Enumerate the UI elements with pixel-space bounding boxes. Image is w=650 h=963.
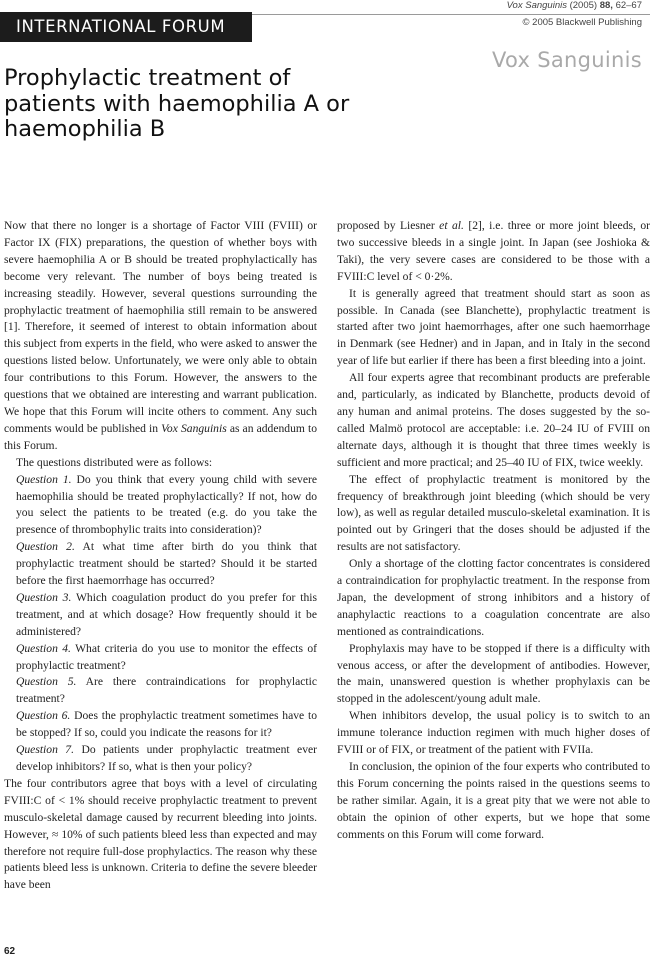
continuation-etal: et al. bbox=[439, 219, 464, 232]
header-rule bbox=[252, 14, 650, 15]
body-paragraph: Only a shortage of the clotting factor concentrates is considered a contraindication for prophylactic treatment. In the response from Japan, the development of strong inhibitors and a history of anaphylactic reactions to a coagulation concentrate are also mentioned as contraindications. bbox=[337, 557, 650, 638]
intro-text: Now that there no longer is a shortage of Factor VIII (FVIII) or Factor IX (FIX) preparations, the question of whether boys with severe haemophilia A or B should be treated prophylactically has become very relevant. The number of boys being treated is increasing steadily. However, several questions surrounding the prophylactic treatment of haemophilia still remain to be answered [1]. Therefore, it seemed of interest to obtain information about this subject from experts in the field, who were asked to answer the questions listed below. Unfortunately, we were only able to obtain four contributions to this Forum. However, the answers to the questions that we obtained are interesting and warrant publication. We hope that this Forum will incite others to comment. Any such comments would be published in bbox=[4, 219, 317, 435]
question-item bbox=[4, 742, 317, 776]
question-label: Question 3. bbox=[16, 590, 72, 604]
question-text: Are there contraindications for prophylactic treatment? bbox=[16, 675, 317, 706]
left-column bbox=[4, 218, 317, 894]
continuation-text: proposed by Liesner bbox=[337, 219, 435, 232]
citation-volume: 88, bbox=[599, 0, 613, 11]
continuation-text-end: [2], i.e. three or more joint bleeds, or two successive bleeds in a single joint. In Japan (see Joshioka & Taki), the very severe cases are considered to be those with a FVIII:C level of < 0·2%. bbox=[337, 219, 650, 283]
body-paragraph: All four experts agree that recombinant products are preferable and, particularly, as indicated by Blanchette, products devoid of any human and animal proteins. The doses suggested by the so-called Malmö protocol are acceptable: i.e. 20–24 IU of FVIII on alternate days, although it is thought that three times weekly is sufficient and more practical; and 25–40 IU of FIX, twice weekly. bbox=[337, 371, 650, 469]
question-text: What criteria do you use to monitor the effects of prophylactic treatment? bbox=[16, 641, 317, 672]
intro-paragraph bbox=[4, 218, 317, 455]
body-paragraph: In conclusion, the opinion of the four experts who contributed to this Forum concerning the points raised in the questions seems to be rather similar. Again, it is a great pity that we were not able to obtain the opinion of other experts, but we hope that some comments on this Forum will come forward. bbox=[337, 760, 650, 841]
question-text: Do you think that every young child with severe haemophilia should be treated prophylactically? If not, how do you select the patients to be treated (e.g. do you take the presence of thrombophylic traits into consideration)? bbox=[16, 472, 317, 537]
right-column bbox=[337, 218, 650, 844]
question-item bbox=[4, 472, 317, 540]
question-item bbox=[4, 674, 317, 708]
body-paragraph: Prophylaxis may have to be stopped if there is a difficulty with venous access, or after the development of antibodies. However, the main, unanswered question is whether prophylaxis can be stopped in the adolescent/young adult male. bbox=[337, 641, 650, 706]
question-item bbox=[4, 539, 317, 590]
body-paragraph: When inhibitors develop, the usual policy is to switch to an immune tolerance induction regimen with much higher doses of FVIII or of FIX, or treatment of the patient with FVIIa. bbox=[337, 709, 650, 757]
journal-logo: Vox Sanguinis bbox=[491, 48, 642, 72]
copyright-notice: © 2005 Blackwell Publishing bbox=[522, 17, 642, 28]
article-title: Prophylactic treatment of patients with haemophilia A or haemophilia B bbox=[4, 65, 350, 142]
question-item bbox=[4, 641, 317, 675]
question-label: Question 5. bbox=[16, 675, 77, 689]
question-item bbox=[4, 590, 317, 641]
question-text: Do patients under prophylactic treatment ever develop inhibitors? If so, what is then your policy? bbox=[16, 743, 317, 773]
intro-text-end: as an addendum to this Forum. bbox=[4, 421, 317, 452]
body-paragraph: The effect of prophylactic treatment is monitored by the frequency of breakthrough joint bleeding (which should be very low), as well as regular detailed musculo-skeletal examination. It is pointed out by Gringeri that the doses should be adjusted if the results are not satisfactory. bbox=[337, 472, 650, 554]
questions-intro: The questions distributed were as follows: bbox=[16, 455, 213, 469]
page-number: 62 bbox=[4, 946, 16, 957]
question-text: Does the prophylactic treatment sometimes have to be stopped? If so, could you indicate the reasons for it? bbox=[16, 709, 317, 740]
citation-year: (2005) bbox=[569, 0, 598, 11]
question-text: Which coagulation product do you prefer for this treatment, and at which dosage? How frequently should it be administered? bbox=[16, 590, 317, 638]
continuation-paragraph bbox=[337, 218, 650, 286]
question-text: At what time after birth do you think that prophylactic treatment should be started? Should it be started before the first haemorrhage has occurred? bbox=[16, 540, 317, 588]
section-label: INTERNATIONAL FORUM bbox=[16, 17, 226, 36]
contributors-paragraph: The four contributors agree that boys with a level of circulating FVIII:C of < 1% should receive prophylactic treatment to prevent musculo-skeletal damage caused by recurrent bleeding into joints. However, ≈ 10% of such patients bleed less than expected and may therefore not require full-dose prophylactics. The reason why these patients bleed less is unknown. Criteria to define the severe bleeder have been bbox=[4, 776, 317, 892]
journal-citation bbox=[507, 0, 642, 11]
question-label: Question 2. bbox=[16, 540, 75, 554]
citation-pages: 62–67 bbox=[615, 0, 642, 11]
question-label: Question 7. bbox=[16, 743, 75, 757]
question-label: Question 6. bbox=[16, 709, 71, 723]
question-label: Question 4. bbox=[16, 641, 71, 655]
body-paragraph: It is generally agreed that treatment should start as soon as possible. In Canada (see Blanchette), prophylactic treatment is started after two joint haemorrhages, after one such haemorrhage in Denmark (see Hedner) and in Japan, and in Italy in the second year of life but earlier if there has been a first bleeding into a joint. bbox=[337, 286, 650, 368]
intro-journal-name: Vox Sanguinis bbox=[161, 421, 227, 435]
citation-journal-name: Vox Sanguinis bbox=[506, 0, 567, 11]
question-item bbox=[4, 708, 317, 742]
section-banner bbox=[0, 12, 252, 42]
question-label: Question 1. bbox=[16, 472, 72, 486]
